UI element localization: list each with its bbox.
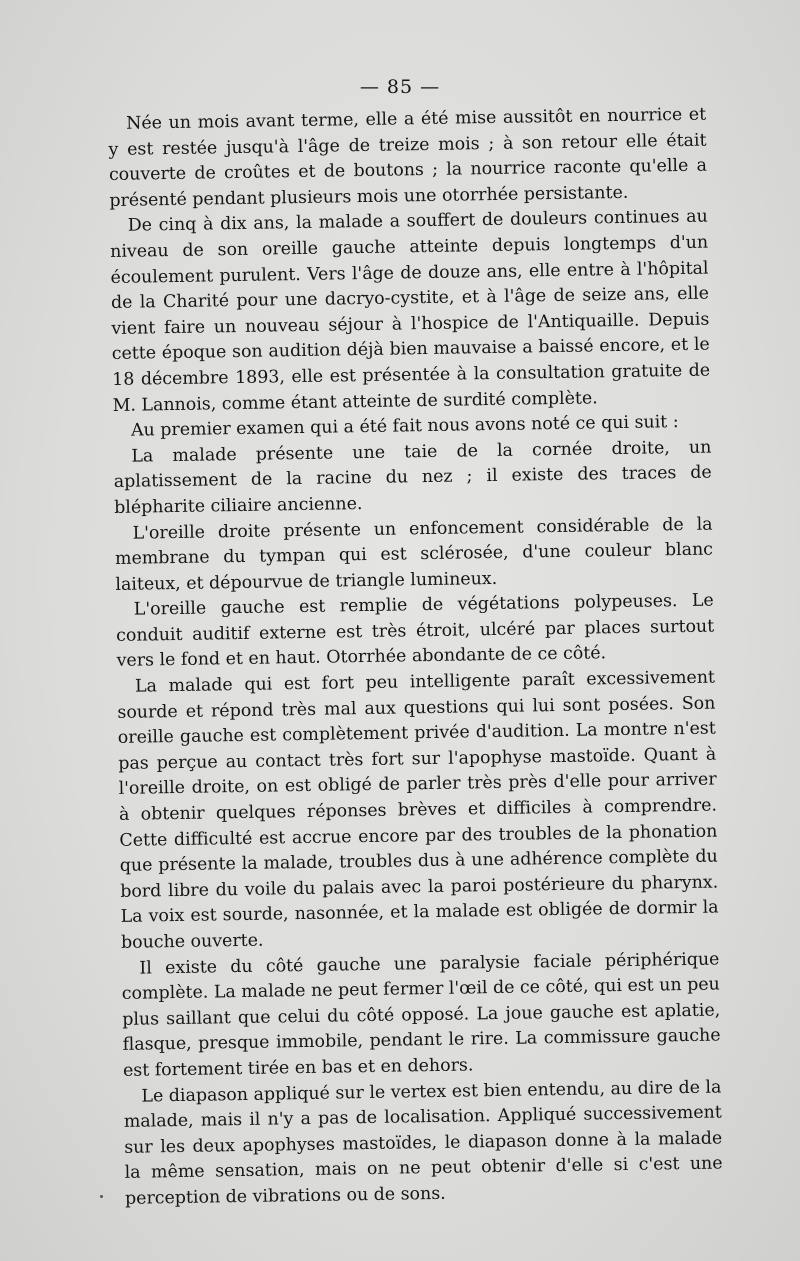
paragraph-birth-history: Née un mois avant terme, elle a été mise aussitôt en nourrice et y est restée jusqu'à l'âge de treize mois ; à son retour elle était couverte de croûtes et de boutons ; la nourrice raconte qu'elle a présenté pendant plusieurs mois une otorrhée persistante. xyxy=(108,104,708,211)
paragraph-facial-paralysis: Il existe du côté gauche une paralysie faciale périphérique complète. La malade ne peut fermer l'œil de ce côté, qui est un peu plus saillant que celui du côté opposé. La joue gauche est aplatie, flasque, presque immobile, pendant le rire. La commissure gauche est fortement tirée en bas et en dehors. xyxy=(121,949,721,1081)
paragraph-left-ear: L'oreille gauche est remplie de végétations polypeuses. Le conduit auditif externe est très étroit, ulcéré par places surtout vers le fond et en haut. Otorrhée abondante de ce côté. xyxy=(116,590,715,672)
paragraph-right-ear: L'oreille droite présente un enfoncement considérable de la membrane du tympan qui est sclérosée, d'une couleur blanc laiteux, et dépourvue de triangle lumineux. xyxy=(114,514,714,595)
page-number: — 85 — xyxy=(359,76,441,98)
paragraph-childhood-history: De cinq à dix ans, la malade a souffert de douleurs continues au niveau de son oreille gauche atteinte depuis longtemps d'un écoulement purulent. Vers l'âge de douze ans, elle entre à l'hôpital de la Charité pour une dacryo-cystite, et à l'âge de seize ans, elle vient faire un nouveau séjour à l'hospice de l'Antiquaille. Depuis cette époque son audition déjà bien mauvaise a baissé encore, et le 18 décembre 1893, elle est présentée à la consultation gratuite de M. Lannois, comme étant atteinte de surdité complète. xyxy=(110,206,711,416)
paragraph-tuning-fork: Le diapason appliqué sur le vertex est bien entendu, au dire de la malade, mais il n'y a pas de localisation. Appliqué successivement sur les deux apophyses mastoïdes, le diapason donne à la malade la même sensation, mais on ne peut obtenir d'elle si c'est une perception de vibrations ou de sons. xyxy=(123,1077,723,1209)
paragraph-first-exam-intro: Au premier examen qui a été fait nous avons noté ce qui suit : xyxy=(130,412,679,441)
body-text xyxy=(108,103,723,1213)
paragraph-eye-nose-findings: La malade présente une taie de la cornée droite, un aplatissement de la racine du nez ; il existe des traces de blépharite ciliaire ancienne. xyxy=(113,437,712,518)
paper-speck xyxy=(100,1195,103,1198)
paragraph-hearing-assessment: La malade qui est fort peu intelligente paraît excessivement sourde et répond très mal aux questions qui lui sont posées. Son oreille gauche est complètement privée d'audition. La montre n'est pas perçue au contact très fort sur l'apophyse mastoïde. Quant à l'oreille droite, on est obligé de parler très près d'elle pour arriver à obtenir quelques réponses brèves et difficiles à comprendre. Cette difficulté est accrue encore par des troubles de la phonation que présente la malade, troubles dus à une adhérence complète du bord libre du voile du palais avec la paroi postérieure du pharynx. La voix est sourde, nasonnée, et la malade est obligée de dormir la bouche ouverte. xyxy=(117,667,719,953)
